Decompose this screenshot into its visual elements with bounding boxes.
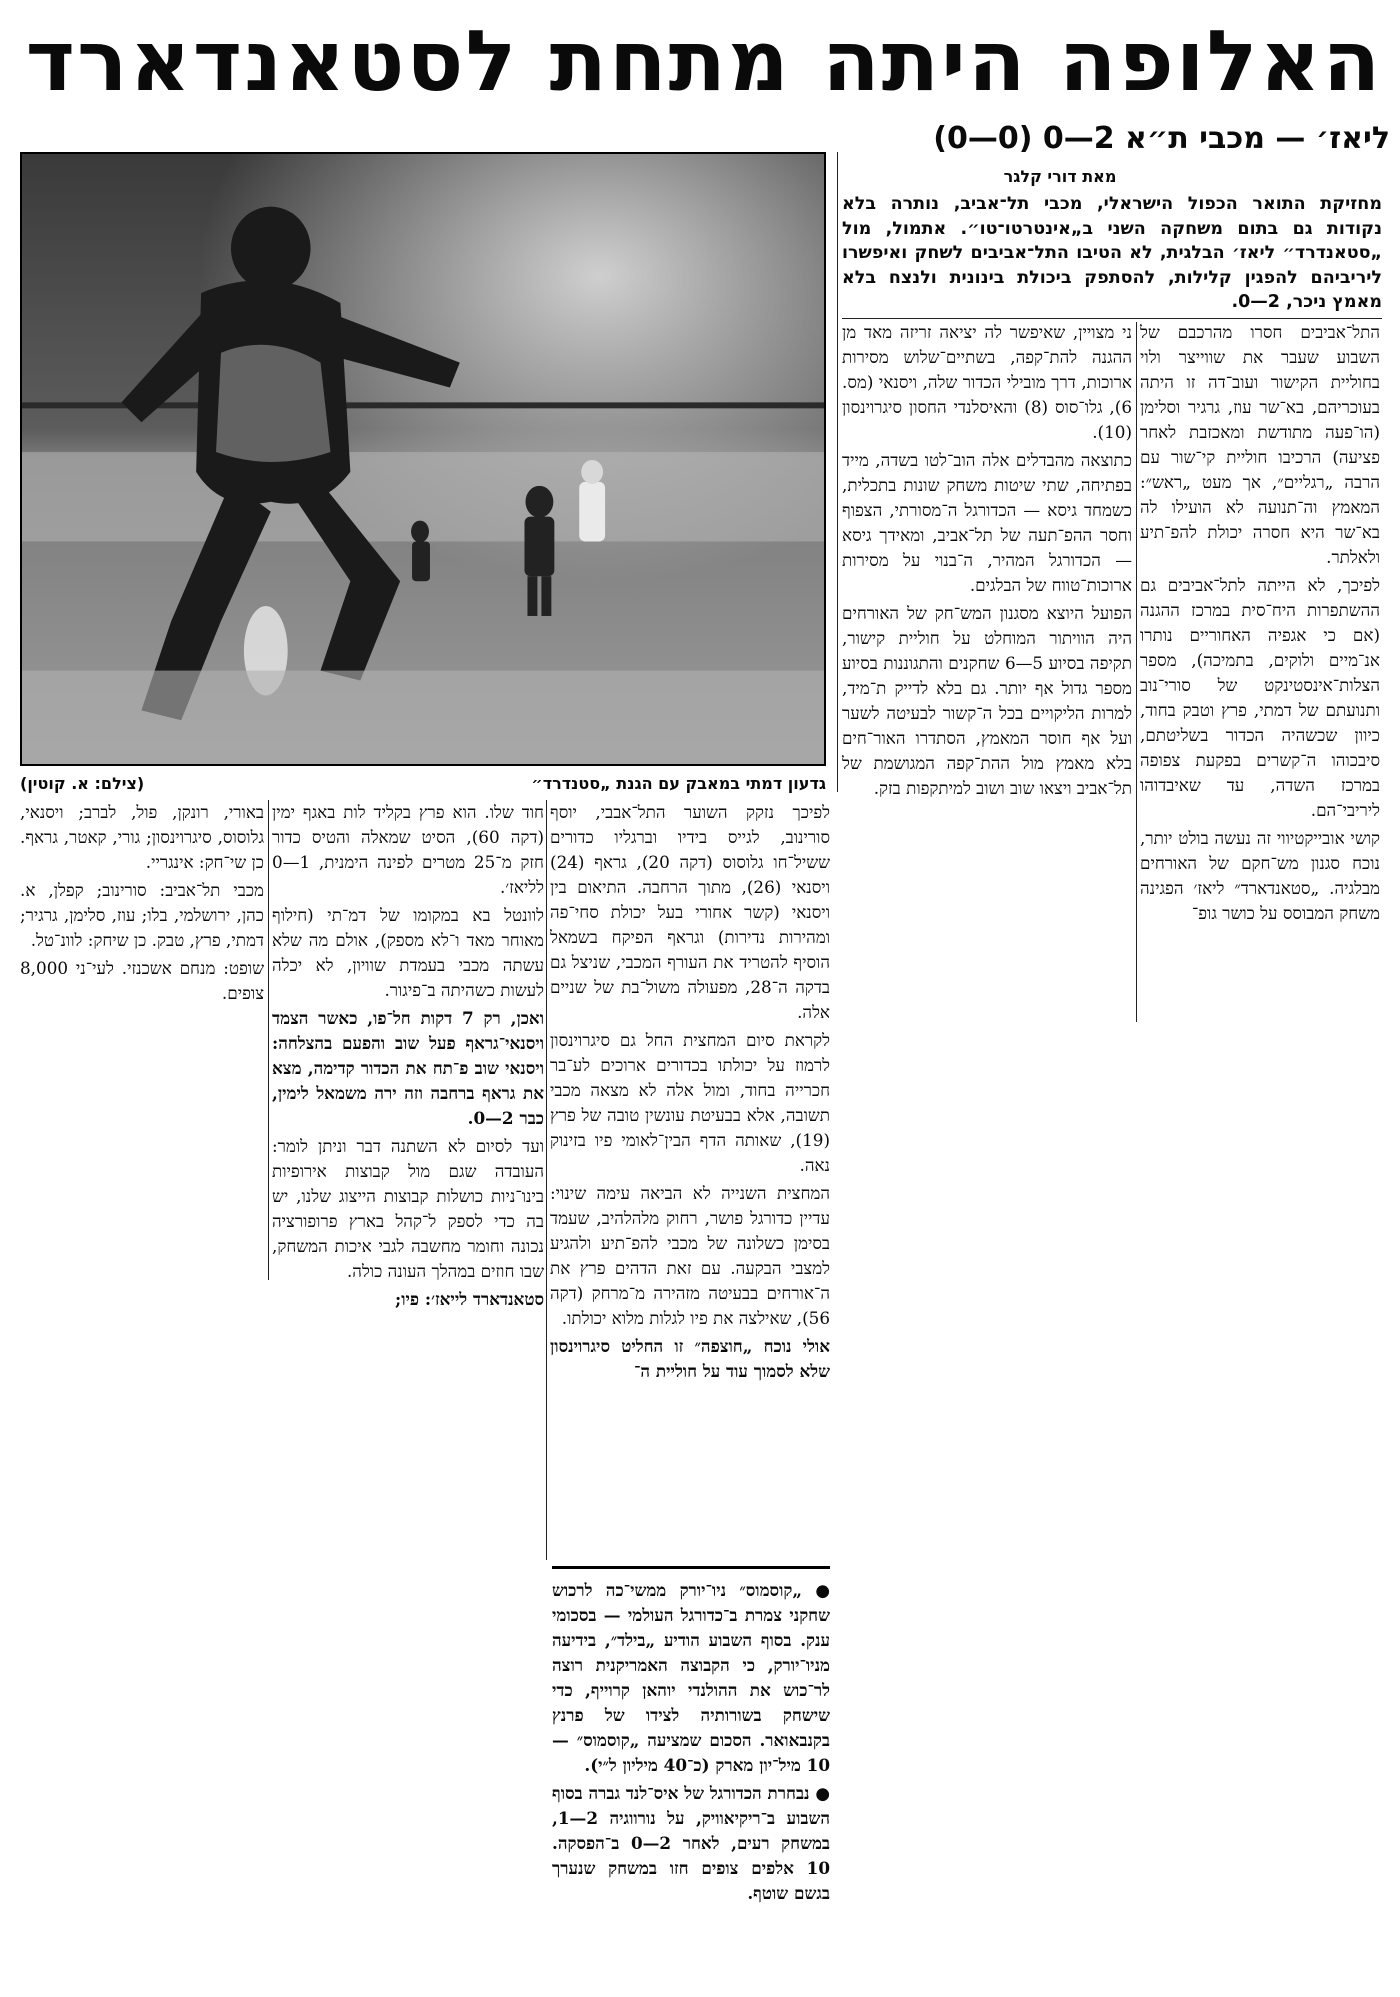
referee-attendance: שופט: מנחם אשכנזי. לעי־ני 8,000 צופים. [20, 958, 264, 1003]
lineups-column [20, 800, 264, 1110]
lineup-maccabi: מכבי תל־אביב: סורינוב; קפלן, א. כהן, ירושלמי, בלו; עוז, סלימן, גרגיר; דמתי, פרץ, טבק. כן שיחק: לוונ־טל. [20, 880, 264, 950]
headline: האלופה היתה מתחת לסטאנדארד [25, 12, 1383, 110]
article-column-d [550, 800, 830, 1540]
lede-paragraph: מחזיקת התואר הכפול הישראלי, מכבי תל־אביב, נותרה בלא נקודות גם בתום משחקה השני ב„אינטרטו־טו״. אתמול, מול „סטאנדרד״ ליאז׳ הבלגית, לא הטיבו התל־אביבים לשחק ואיפשרו ליריביהם להפגין קלילות, להסתפק ביכולת בינונית ולנצח בלא מאמץ ניכר, 2—0. [842, 194, 1382, 312]
paragraph: המחצית השנייה לא הביאה עימה שינוי: עדיין כדורגל פושר, רחוק מלהלהיב, שעמד בסימן כשלונה של מכבי להפ־תיע ולהגיע למצבי הבקעה. עם זאת הדהים פרץ את ה־אורחים בבעיטה מזהירה מ־מרחק (דקה 56), שאילצה את פיו לגלות מלוא יכולתו. [550, 1183, 830, 1328]
photo-caption-text: גדעון דמתי במאבק עם הגנת „סטנדרד״ [531, 774, 826, 793]
paragraph: הפועל היוצא מסגנון המש־חק של האורחים היה הוויתור המוחלט על חוליית קישור, תקיפה בסיוע 5—6 שחקנים והתגוננות בסיוע מספר גדול אף יותר. גם בלא לדייק ת־מיד, למרות הליקויים בכל ה־קשור לבעיטה לשער ועל אף חוסר המאמץ, הסתדרו האור־חים בלא מאמץ מול ההת־קפה המגושמת של תל־אביב ויצאו שוב ושוב למיתקפות בזק. [842, 603, 1132, 798]
column-divider [1136, 322, 1137, 1022]
column-divider [837, 152, 838, 792]
paragraph: התל־אביבים חסרו מהרכבם של השבוע שעבר את שווייצר ולוי בחוליית הקישור ועוב־דה זו היתה בעוכריהם, בא־שר עוז, גרגיר וסלימן (הו־פעה מתודשת ומאכזבת לאחר פציעה) הרכיבו חוליית קי־שור עם הרבה „רגליים״, אך מעט „ראש״: המאמץ וה־תנועה לא הועילו לה בא־שר היא חסרה יכולת להפ־תיע ולאלתר. [1140, 322, 1380, 567]
briefs-divider [552, 1566, 830, 1569]
article-column-e [272, 800, 544, 1309]
match-photo-image [22, 154, 824, 764]
photo-credit: (צילם: א. קוטין) [20, 774, 145, 793]
match-photo [20, 152, 826, 766]
paragraph: ואכן, רק 7 דקות חל־פו, כאשר הצמד ויסנאי־גראף פעל שוב והפעם בהצלחה: ויסנאי שוב פ־תח את הכדור קדימה, מצא את גראף ברחבה וזה ירה משמאל לימין, כבר 2—0. [272, 1008, 544, 1128]
brief-item: ● „קוסמוס״ ניו־יורק ממשי־כה לרכוש שחקני צמרת ב־כדורגל העולמי — בסכומי ענק. בסוף השבוע הודיע „בילד״, בידיעה מניו־יורק, כי הקבוצה האמריקנית רוצה לר־כוש את ההולנדי יוהאן קרוייף, כדי שישחק בשורותיה לצידו של פרנץ בקנבאואר. הסכום שמציעה „קוסמוס״ — 10 מיל־יון מארק (כ־40 מיליון ל״י). [552, 1580, 830, 1775]
column-divider [268, 800, 269, 1280]
paragraph: לקראת סיום המחצית החל גם סיגרוינסון לרמוז על יכולתו בכדורים ארוכים לע־בר חכרייה בחוד, ומול אלה לא מצאה מכבי תשובה, אלא בבעיטת עונשין טובה של פרץ (19), שאותה הדף הבין־לאומי פיו בזינוק נאה. [550, 1030, 830, 1175]
paragraph: אולי נוכח „חוצפה״ זו החליט סיגרוינסון שלא לסמוך עוד על חוליית ה־ [550, 1336, 830, 1381]
subheadline-score: ליאז׳ — מכבי ת״א 2—0 (0—0) [933, 121, 1390, 156]
lineup-standard: באורי, רונקן, פול, לברב; ויסנאי, גלוסוס, סיגרוינסון; גורי, קאטר, גראף. כן שי־חק: אינגריי. [20, 802, 264, 872]
paragraph: ועד לסיום לא השתנה דבר וניתן לומר: העובדה שגם מול קבוצות אירופיות בינו־ניות כושלות קבוצות הייצוג שלנו, יש בה כדי לספק ל־קהל בארץ פרופורציה נכונה וחומר מחשבה לגבי איכות המשחק, שבו חוזים במהלך העונה כולה. [272, 1136, 544, 1281]
brief-item: ● נבחרת הכדורגל של איס־לנד גברה בסוף השבוע ב־ריקיאוויק, על נורווגיה 2—1, במשחק רעים, לאחר 2—0 ב־הפסקה. 10 אלפים צופים חזו במשחק שנערך בגשם שוטף. [552, 1783, 831, 1903]
byline: מאת דורי קלגר [1003, 167, 1117, 186]
article-column-a [1140, 320, 1380, 1020]
paragraph: לוונטל בא במקומו של דמ־תי (חילוף מאוחר מאד ו־לא מספק), אולם מה שלא עשתה מכבי בעמדת שוויון, לא יכלה לעשות כשהיתה ב־פיגור. [272, 905, 544, 1000]
column-divider [546, 800, 547, 1560]
article-column-b [842, 320, 1132, 798]
photo-caption [20, 772, 826, 796]
paragraph: חוד שלו. הוא פרץ בקליד לות באגף ימין (דקה 60), הסיט שמאלה והטיס כדור חזק מ־25 מטרים לפינה הימנית, 1—0 לליאז׳. [272, 802, 544, 897]
paragraph: לפיכך נזקק השוער התל־אבבי, יוסף סורינוב, לגייס בידיו וברגליו כדורים ששיל־חו גלוסוס (דקה 20), גראף (24) ויסנאי (26), מתוך הרחבה. התיאום בין ויסנאי (קשר אחורי בעל יכולת סחי־פה ומהירות נדירות) וגראף הפיקח בשמאל הוסיף להטריד את העורף המכבי, שניצל גם בדקה ה־28, מפעולה משול־בת של שניים אלה. [550, 802, 831, 1022]
paragraph: לפיכך, לא הייתה לתל־אביבים גם ההשתפרות היח־סית במרכז ההגנה (אם כי אגפיה האחוריים נותרו אנ־מיים ולוקים, בתמיכה), מספר הצלות־אינסטינקט של סורי־נוב ותנועתם של דמתי, פרץ וטבק בחוד, כיוון שכשהיה הכדור בשליטתם, סיבכוהו ה־קשרים בפקעת צפופה במרכז השדה, עד שאיבדוהו ליריבי־הם. [1140, 575, 1380, 820]
news-briefs [552, 1578, 830, 1988]
paragraph: ני מצויין, שאיפשר לה יציאה זריזה מאד מן ההגנה להת־קפה, בשתיים־שלוש מסירות ארוכות, דרך מובילי הכדור שלה, ויסנאי (מס. 6), גלו־סוס (8) והאיסלנדי החסון סיגרוינסון (10). [842, 322, 1132, 442]
paragraph: כתוצאה מהבדלים אלה הוב־לטו בשדה, מייד בפתיחה, שתי שיטות משחק שונות בתכלית, כשמחד גיסא — הכדורגל ה־מסורתי, הצפוף וחסר ההפ־תעה של תל־אביב, ומאידך גיסא — הכדורגל המהיר, ה־בנוי על מסירות ארוכות־טווח של הבלגים. [842, 450, 1132, 595]
lede-divider [842, 318, 1382, 319]
lineup-intro: סטאנדארד לייאז׳: פיו; [395, 1289, 544, 1309]
paragraph: קושי אובייקטיווי זה נעשה בולט יותר, נוכח סגנון מש־חקם של האורחים מבלגיה. „סטאנדארד״ ליאז׳ הפגינה משחק המבוסס על כושר גופ־ [1140, 828, 1380, 923]
